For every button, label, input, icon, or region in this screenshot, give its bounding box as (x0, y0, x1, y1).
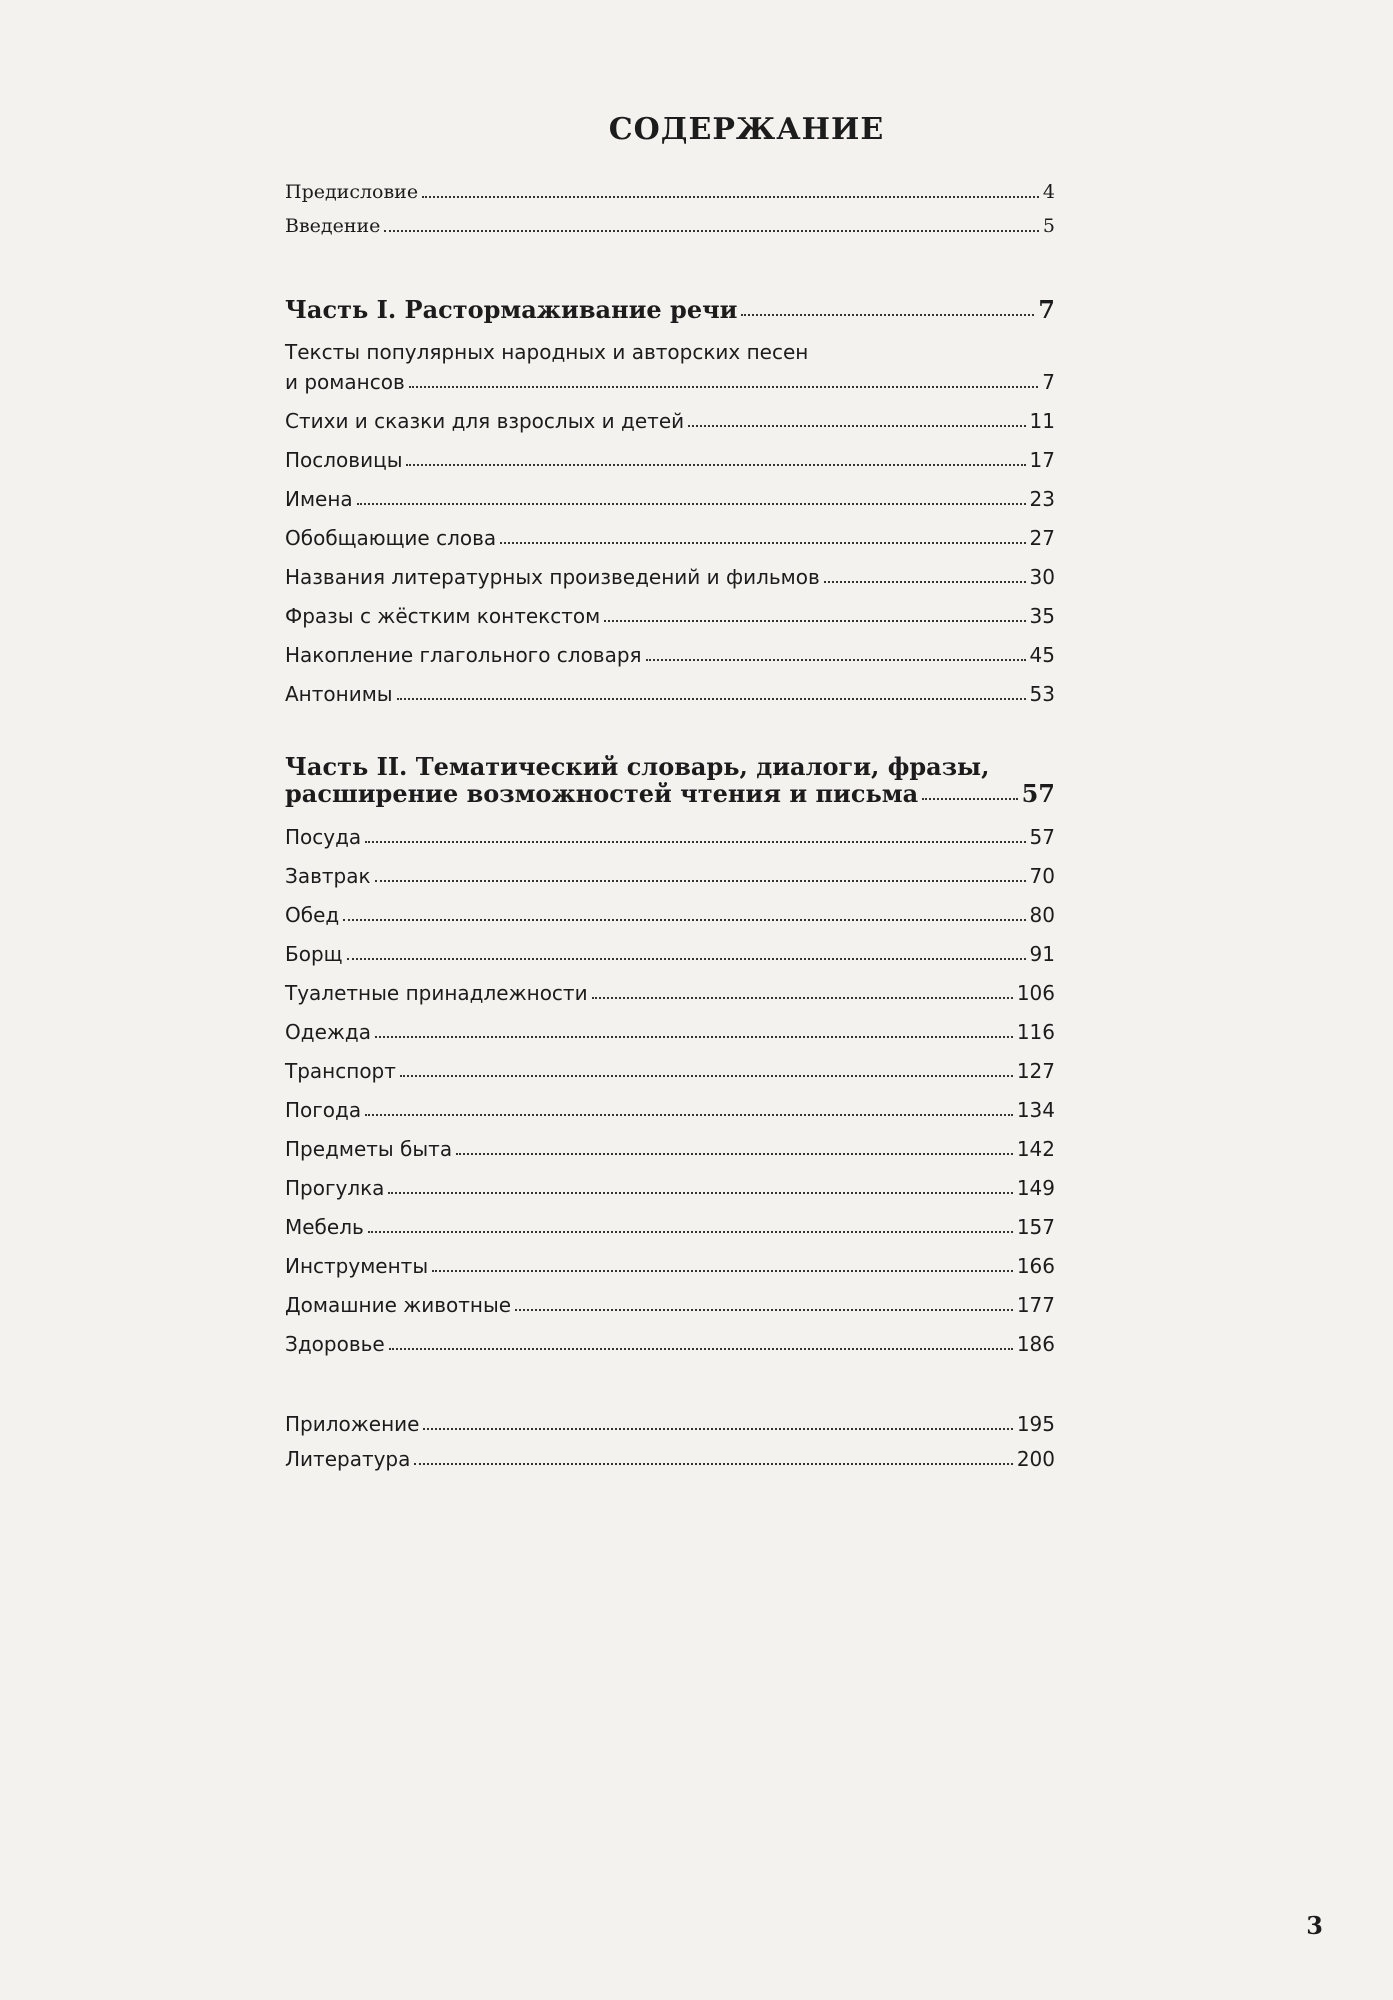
toc-entry-toiletries[interactable]: Туалетные принадлежности 106 (285, 981, 1055, 1005)
toc-entry-breakfast[interactable]: Завтрак 70 (285, 864, 1055, 888)
page-title: СОДЕРЖАНИЕ (608, 112, 885, 147)
toc-entry-borscht[interactable]: Борщ 91 (285, 942, 1055, 966)
toc-entry-preface[interactable]: Предисловие 4 (285, 181, 1055, 203)
toc-entry-pets[interactable]: Домашние животные 177 (285, 1293, 1055, 1317)
toc-entry-furniture[interactable]: Мебель 157 (285, 1215, 1055, 1239)
toc-entry-poems[interactable]: Стихи и сказки для взрослых и детей 11 (285, 409, 1055, 433)
toc-entry-household-items[interactable]: Предметы быта 142 (285, 1137, 1055, 1161)
toc-entry-walk[interactable]: Прогулка 149 (285, 1176, 1055, 1200)
toc-entry-appendix[interactable]: Приложение 195 (285, 1412, 1055, 1436)
toc-entry-literature[interactable]: Литература 200 (285, 1447, 1055, 1471)
toc-entry-transport[interactable]: Транспорт 127 (285, 1059, 1055, 1083)
toc-entry-songs[interactable]: и романсов 7 (285, 370, 1055, 394)
toc-entry-part-2[interactable]: расширение возможностей чтения и письма 57 (285, 779, 1055, 808)
toc-entry-generalizing-words[interactable]: Обобщающие слова 27 (285, 526, 1055, 550)
toc-entry-clothes[interactable]: Одежда 116 (285, 1020, 1055, 1044)
toc-entry-introduction[interactable]: Введение 5 (285, 215, 1055, 237)
toc-entry-weather[interactable]: Погода 134 (285, 1098, 1055, 1122)
toc-entry-proverbs[interactable]: Пословицы 17 (285, 448, 1055, 472)
toc-entry-songs-line1: Тексты популярных народных и авторских песен (285, 340, 809, 364)
toc-entry-verbs[interactable]: Накопление глагольного словаря 45 (285, 643, 1055, 667)
toc-entry-part-2-line1: Часть II. Тематический словарь, диалоги, фразы, (285, 752, 990, 781)
toc-entry-dishes[interactable]: Посуда 57 (285, 825, 1055, 849)
page-number: 3 (1306, 1911, 1323, 1940)
toc-entry-names[interactable]: Имена 23 (285, 487, 1055, 511)
toc-entry-phrases[interactable]: Фразы с жёстким контекстом 35 (285, 604, 1055, 628)
bleed-through-text-left (40, 1520, 640, 1900)
toc-entry-titles[interactable]: Названия литературных произведений и фильмов 30 (285, 565, 1055, 589)
toc-entry-antonyms[interactable]: Антонимы 53 (285, 682, 1055, 706)
toc-entry-part-1[interactable]: Часть I. Растормаживание речи 7 (285, 295, 1055, 324)
toc-entry-health[interactable]: Здоровье 186 (285, 1332, 1055, 1356)
toc-entry-tools[interactable]: Инструменты 166 (285, 1254, 1055, 1278)
toc-entry-lunch[interactable]: Обед 80 (285, 903, 1055, 927)
